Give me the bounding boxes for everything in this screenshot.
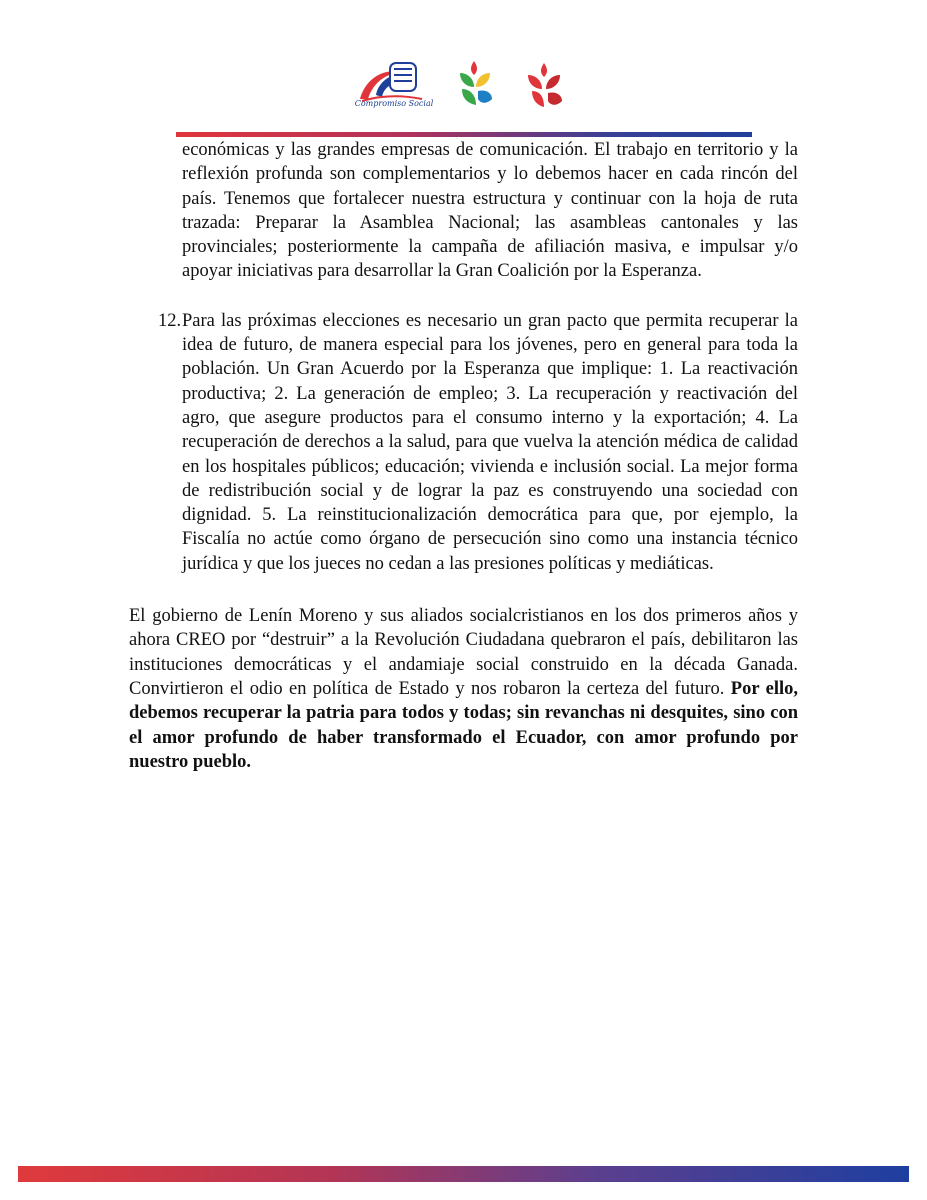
header-gradient-rule xyxy=(176,132,752,137)
red-emblem-logo xyxy=(522,61,566,111)
document-body xyxy=(0,138,927,774)
list-item-text: Para las próximas elecciones es necesario un gran pacto que permita recuperar la idea de futuro, de manera especial para los jóvenes, pero en general para toda la población. Un Gran Acuerdo por la Esperanza que implique: 1. La reactivación productiva; 2. La generación de empleo; 3. La recuperación y reactivación del agro, que asegure productos para el consumo interno y la exportación; 4. La recuperación de derechos a la salud, para que vuelva la atención médica de calidad en los hospitales públicos; educación; vivienda e inclusión social. La mejor forma de redistribución social y de lograr la paz es construyendo una sociedad con dignidad. 5. La reinstitucionalización democrática para que, por ejemplo, la Fiscalía no actúe como órgano de persecución sino como una instancia técnico jurídica y que los jueces no cedan a las presiones políticas y mediáticas. xyxy=(182,310,798,574)
closing-paragraph-regular: El gobierno de Lenín Moreno y sus aliados socialcristianos en los dos primeros años y ahora CREO por “destruir” a la Revolución Ciudadana quebraron el país, debilitaron las instituciones democráticas y el andamiaje social construido en la década Ganada. Convirtieron el odio en política de Estado y nos robaron la certeza del futuro. xyxy=(129,606,798,699)
closing-paragraph-bold: Por ello, debemos recuperar la patria para todos y todas; sin revanchas ni desquites, sino con el amor profundo de haber transformado el Ecuador, con amor profundo por nuestro pueblo. xyxy=(129,678,798,772)
list-item-12 xyxy=(158,309,798,576)
compromiso-social-label: Compromiso Social xyxy=(354,99,434,108)
footer-gradient-bar xyxy=(18,1166,909,1182)
header-logos xyxy=(0,55,927,125)
closing-paragraph xyxy=(129,604,798,774)
list-item-number: 12. xyxy=(158,310,182,331)
continued-paragraph: económicas y las grandes empresas de comunicación. El trabajo en territorio y la reflexión profunda son complementarios y lo debemos hacer en cada rincón del país. Tenemos que fortalecer nuestra estructura y continuar con la hoja de ruta trazada: Preparar la Asamblea Nacional; las asambleas cantonales y las provinciales; posteriormente la campaña de afiliación masiva, e impulsar y/o apoyar iniciativas para desarrollar la Gran Coalición por la Esperanza. xyxy=(182,140,798,282)
green-emblem-logo xyxy=(454,59,496,113)
